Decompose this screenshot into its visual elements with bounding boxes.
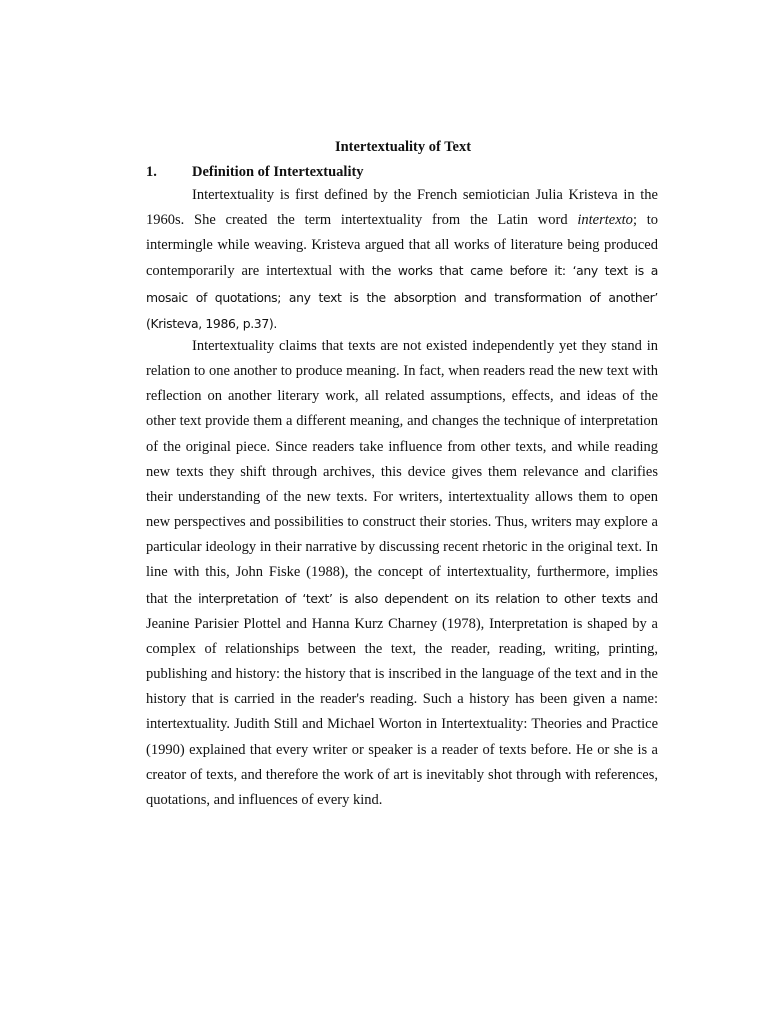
paragraph-2-text-b: and Jeanine Parisier Plottel and Hanna Kurz Charney (1978), Interpretation is shaped by a complex of relationships between the text, the reader, reading, writing, printing, publishing and history: the history that is inscribed in the language of the text and in the history that is carried in the reader's reading. Such a history has been given a name: intertextuality. Judith Still and Michael Worton in Intertextuality: Theories and Practice (1990) explained that every writer or speaker is a reader of texts before. He or she is a creator of texts, and therefore the work of art is inevitably shot through with references, quotations, and influences of every kind. [146, 590, 658, 808]
section-title: Definition of Intertextuality [192, 164, 364, 180]
paragraph-2-text-a: Intertextuality claims that texts are not existed independently yet they stand in relation to one another to produce meaning. In fact, when readers read the new text with reflection on another literary work, all related assumptions, effects, and ideas of the other text provide them a different meaning, and changes the technique of interpretation of the original piece. Since readers take influence from other texts, and while reading new texts they shift through archives, this device gives them relevance and clarifies their understanding of the new texts. For writers, intertextuality allows them to open new perspectives and possibilities to construct their stories. Thus, writers may explore a particular ideology in their narrative by discussing recent rhetoric in the original text. In line with this, John Fiske (1988), the concept of intertextuality, furthermore, implies that the [146, 338, 658, 607]
paragraph-1-text-a: Intertextuality is first defined by the French semiotician Julia Kristeva in the 1960s. She created the term intertextuality from the Latin word [146, 187, 658, 229]
section-number: 1. [146, 164, 157, 180]
section-heading [146, 162, 364, 182]
document-title: Intertextuality of Text [334, 139, 472, 155]
paragraph-kristeva-definition [146, 183, 658, 337]
paragraph-1-quotation: the works that came before it: ‘any text is a mosaic of quotations; any text is the absorption and transformation of another’ (Kristeva, 1986, p.37). [146, 263, 658, 331]
paragraph-2-quotation: interpretation of ‘text’ is also dependent on its relation to other texts [198, 590, 631, 606]
paragraph-intertextuality-claims [146, 334, 658, 813]
paragraph-1-italic-term: intertexto [577, 212, 633, 229]
paragraph-1-text-b: ; to intermingle while weaving. Kristeva argued that all works of literature being produced contemporarily are intertextual with [146, 212, 659, 280]
